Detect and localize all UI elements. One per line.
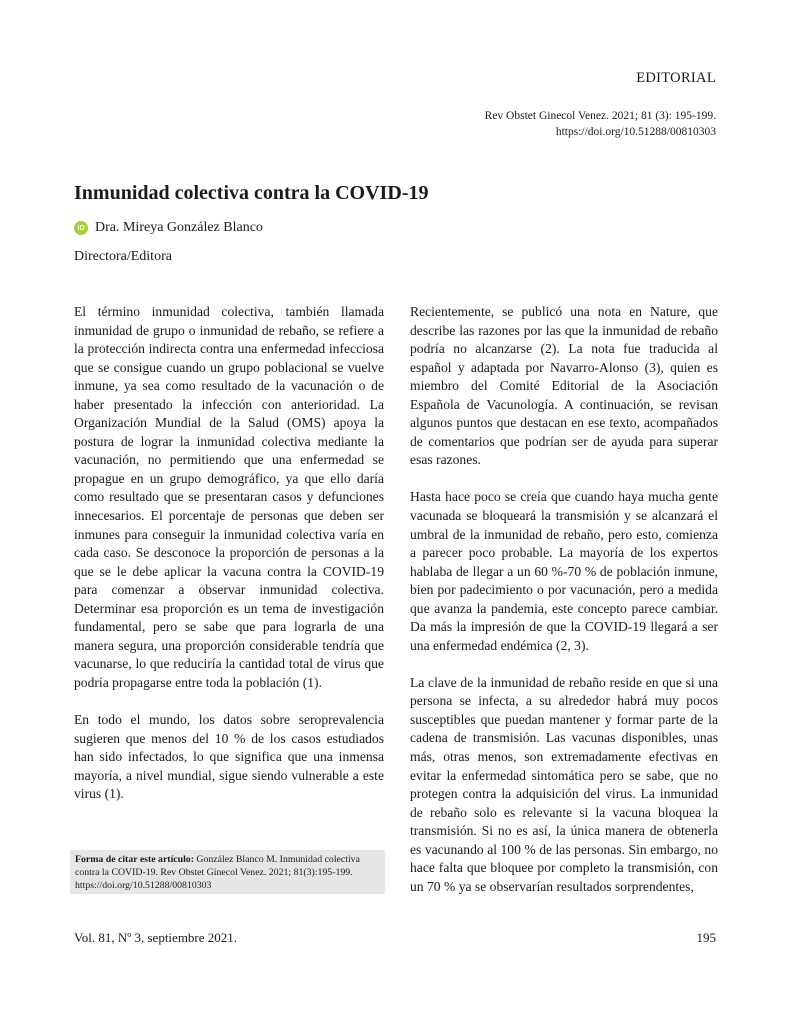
body-column-left xyxy=(74,303,384,822)
citation-label: Forma de citar este artículo: xyxy=(75,854,194,865)
orcid-icon[interactable]: iD xyxy=(74,221,88,235)
paragraph: Recientemente, se publicó una nota en Nature, que describe las razones por las que la inmunidad de rebaño podría no alcanzarse (2). La nota fue traducida al español y adaptada por Navarro-Alonso (3), quien es miembro del Comité Editorial de la Asociación Española de Vacunología. A continuación, se revisan algunos puntos que destacan en ese texto, acompañados de comentarios que podrían ser de ayuda para superar esas razones. xyxy=(410,304,718,468)
journal-citation-line: Rev Obstet Ginecol Venez. 2021; 81 (3): 195-199. xyxy=(484,110,716,122)
citation-text xyxy=(70,850,385,895)
journal-reference xyxy=(485,108,716,140)
section-label: EDITORIAL xyxy=(636,70,716,86)
doi-link[interactable]: https://doi.org/10.51288/00810303 xyxy=(555,126,716,138)
author-line xyxy=(74,220,263,236)
paragraph: El término inmunidad colectiva, también llamada inmunidad de grupo o inmunidad de rebaño, se refiere a la protección indirecta contra una enfermedad infecciosa que se consigue cuando un grupo poblacional se vuelve inmune, ya sea como resultado de la vacunación o de haber presentado la infección con anterioridad. La Organización Mundial de la Salud (OMS) apoya la postura de lograr la inmunidad colectiva mediante la vacunación, no permitiendo que una enfermedad se propague en un grupo demográfico, ya que ello daría como resultado que se presentaran casos y defunciones innecesarios. El porcentaje de personas que deben ser inmunes para conseguir la inmunidad colectiva varía en cada caso. Se desconoce la proporción de personas a la que se le debe aplicar la vacuna contra la COVID-19 para comenzar a observar inmunidad colectiva. Determinar esa proporción es un tema de investigación fundamental, pero se sabe que para lograrla de una manera segura, una proporción considerable tendría que vacunarse, lo que reduciría la cantidad total de virus que podría propagarse entre toda la población (1). xyxy=(74,304,384,690)
paragraph: En todo el mundo, los datos sobre seroprevalencia sugieren que menos del 10 % de los casos estudiados han sido infectados, lo que significa que una inmensa mayoría, a nivel mundial, sigue siendo vulnerable a este virus (1). xyxy=(74,711,384,802)
paragraph: La clave de la inmunidad de rebaño reside en que si una persona se infecta, a su alrededor habrá muy pocos susceptibles que puedan mantener y formar parte de la cadena de transmisión. Las vacunas disponibles, unas más, otras menos, son extremadamente efectivas en evitar la enfermedad sintomática pero se sabe, que no protegen contra la adquisición del virus. La inmunidad de rebaño solo es relevante si la vacuna bloquea la transmisión. Si no es así, la única manera de obtenerla es vacunando al 100 % de las personas. Sin embargo, no hace falta que bloquee por completo la transmisión, con un 70 % ya se observarían resultados sorprendentes, xyxy=(410,674,718,894)
page-number: 195 xyxy=(696,930,716,945)
citation-box xyxy=(70,850,385,894)
article-title: Inmunidad colectiva contra la COVID-19 xyxy=(74,182,429,204)
footer-volume: Vol. 81, Nº 3, septiembre 2021. xyxy=(74,930,238,945)
author-role: Directora/Editora xyxy=(74,249,172,264)
author-name: Dra. Mireya González Blanco xyxy=(95,220,263,235)
body-column-right xyxy=(410,303,718,915)
citation-body: González Blanco M. Inmunidad colectiva contra la COVID-19. Rev Obstet Ginecol Venez. 2021; 81(3):195-199. https://doi.org/10.51288/00810303 xyxy=(75,854,360,891)
paragraph: Hasta hace poco se creía que cuando haya mucha gente vacunada se bloqueará la transmisión y se alcanzará el umbral de la inmunidad de rebaño, pero esto, comienza a parecer poco probable. La mayoría de los expertos hablaba de llegar a un 60 %-70 % de población inmune, bien por padecimiento o por vacunación, pero a medida que avanza la pandemia, este concepto parece cambiar. Da más la impresión de que la COVID-19 llegará a ser una enfermedad endémica (2, 3). xyxy=(410,489,718,653)
